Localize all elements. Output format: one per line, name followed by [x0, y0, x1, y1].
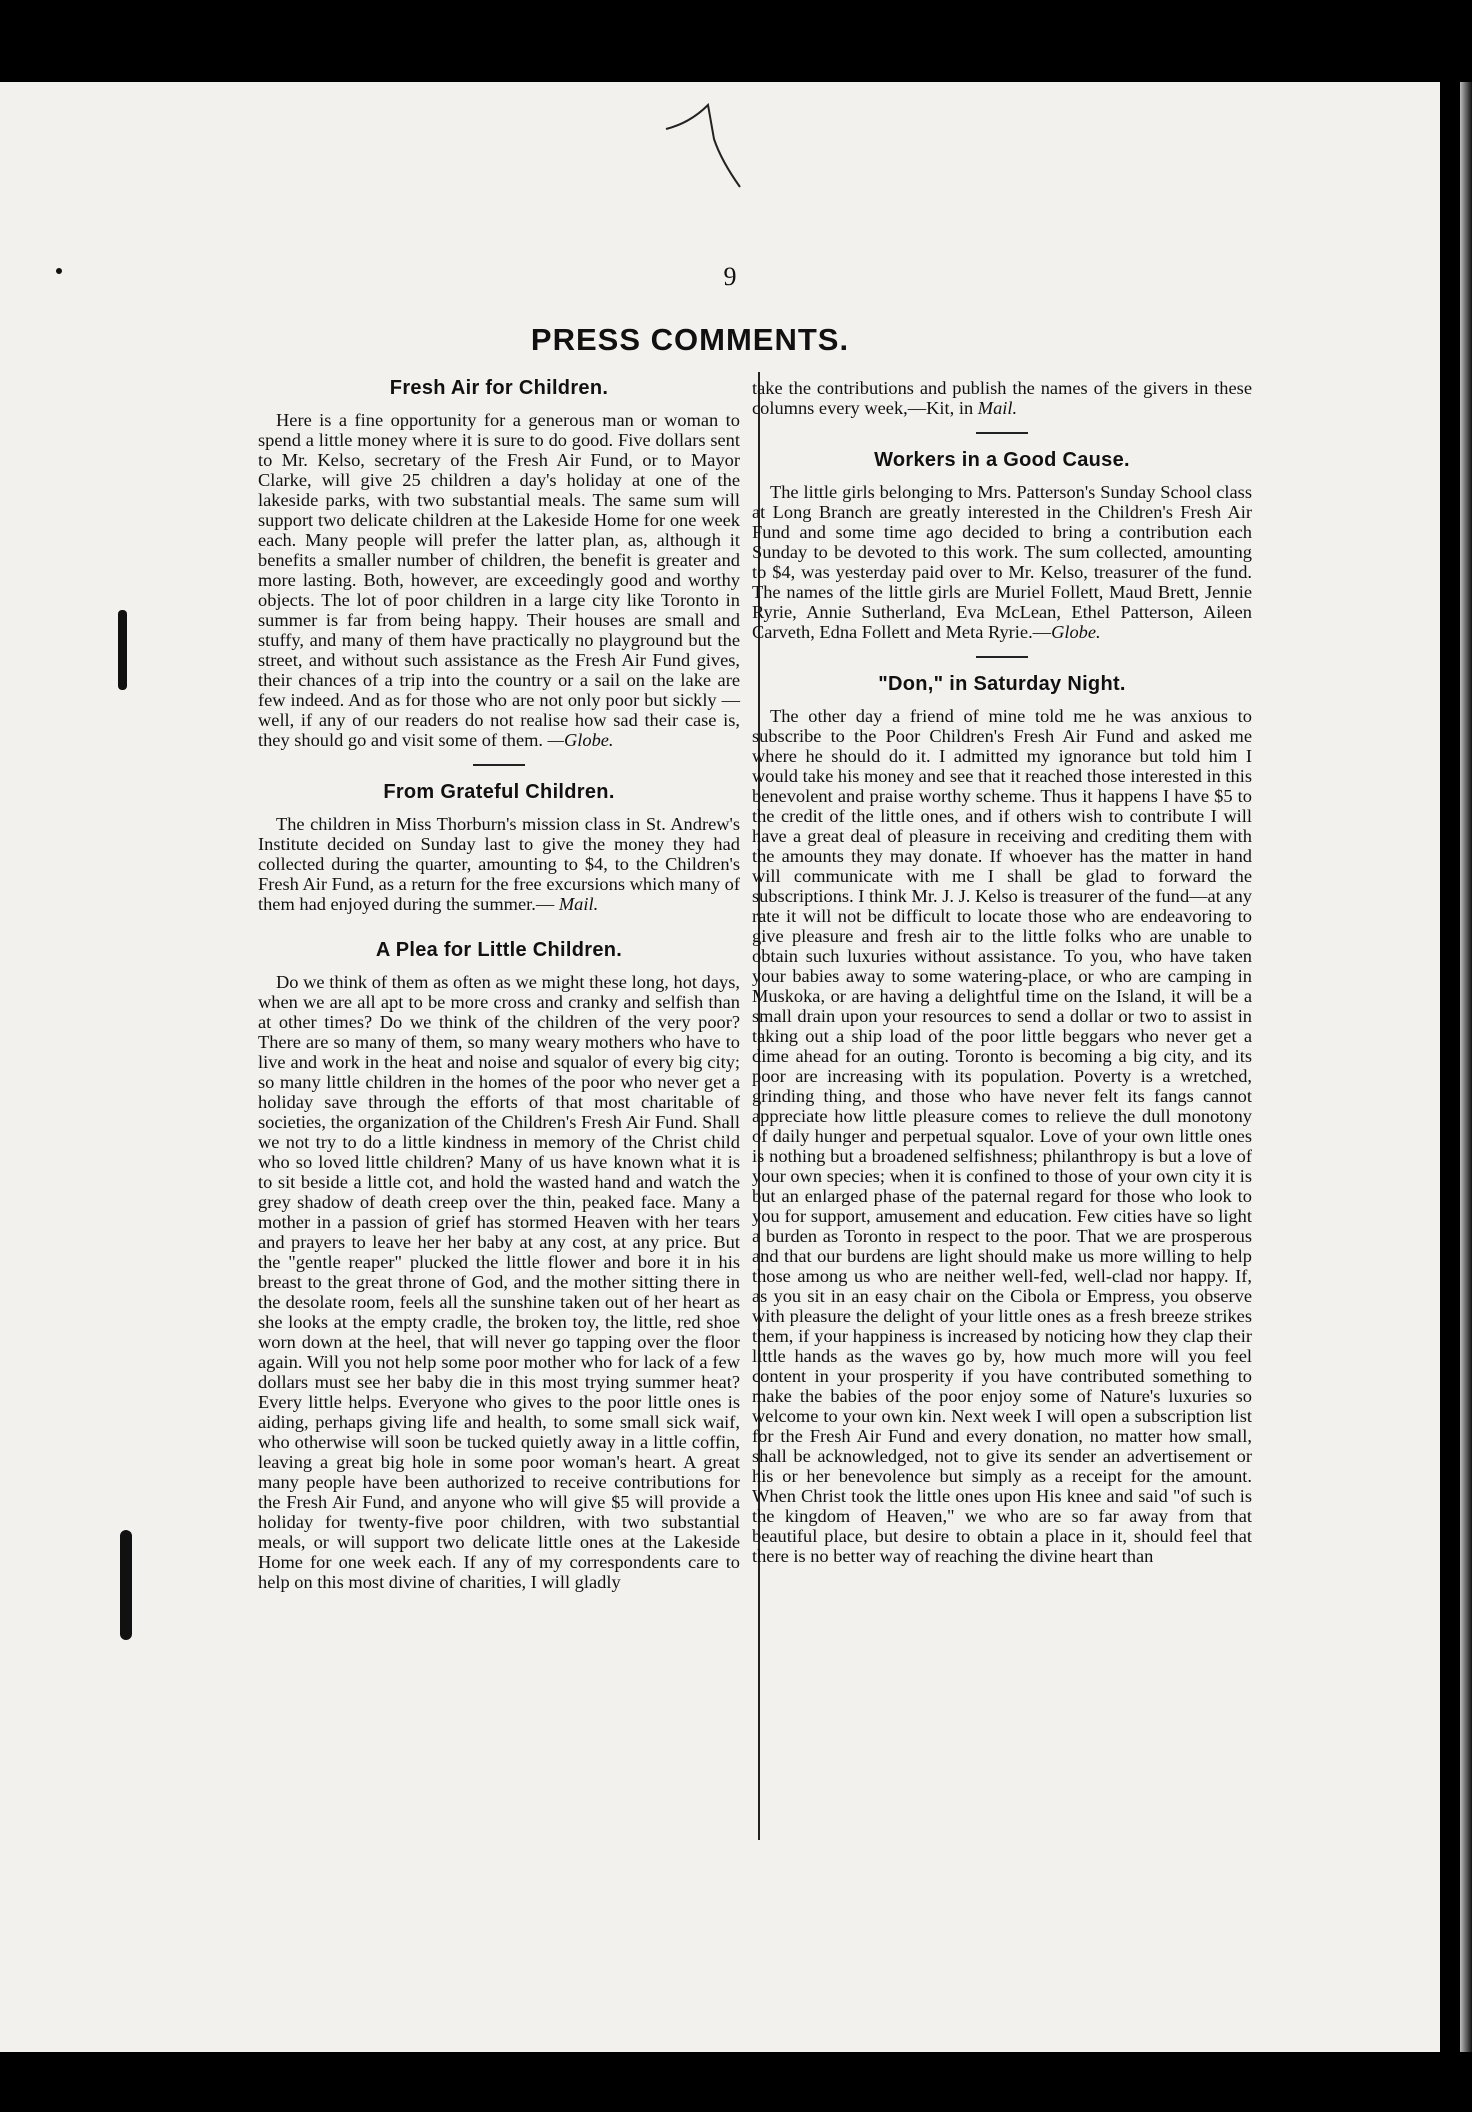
- article-fresh-air-for-children: [258, 378, 740, 750]
- page-shadow-edge: [1460, 82, 1472, 2052]
- article-source: Mail.: [977, 398, 1018, 418]
- article-body: The other day a friend of mine told me he was anxious to subscribe to the Poor Children's Fresh Air Fund and asked me where he should do it. I admitted my ignorance but told him I would take his money and see that it reached those interested in this benevolent and praise worthy scheme. Thus it happens I have $5 to the credit of the little ones, and if others wish to contribute I will have a great deal of pleasure in receiving and crediting them with the amounts they may donate. If whoever has the matter in hand will communicate with me I shall be glad to forward the subscriptions. I think Mr. J. J. Kelso is treasurer of the fund—at any rate it will not be difficult to locate those who are endeavoring to give pleasure and fresh air to the little folks who are unable to obtain such luxuries without assistance. To you, who have taken your babies away to some watering-place, or who are camping in Muskoka, or are having a delightful time on the Island, it will be a small drain upon your resources to send a dollar or two to assist in taking out a ship load of the poor little beggars who never get a dime ahead for an outing. Toronto is becoming a big city, and its poor are increasing with its population. Poverty is a wretched, grinding thing, and those who have never felt its fangs cannot appreciate how little pleasure comes to relieve the dull monotony of daily hunger and perpetual squalor. Love of your own little ones is nothing but a broadened selfishness; philanthropy is but a love of your own species; when it is confined to those of your own city it is but an enlarged phase of the paternal regard for those who look to you for support, amusement and education. Few cities have so light a burden as Toronto in respect to the poor. That we are prosperous and that our burdens are light should make us more willing to help those among us who are neither well-fed, well-clad nor happy. If, as you sit in an easy chair on the Cibola or Empress, you observe with pleasure the delight of your little ones as a fresh breeze strikes them, if your happiness is increased by noticing how they clap their little hands as the waves go by, how much more will you feel content in your prosperity if you have contributed something to make the babies of the poor enjoy some of Nature's luxuries so welcome to your own kin. Next week I will open a subscription list for the Fresh Air Fund and every donation, no matter how small, shall be acknowledged, not to give its sender an advertisement or his or her benevolence but simply as a receipt for the amount. When Christ took the little ones upon His knee and said "of such is the kingdom of Heaven," we who are so far away from that beautiful place, but desire to obtain a place in it, should feel that there is no better way of reaching the divine heart than: [752, 706, 1252, 1566]
- article-body: [258, 814, 740, 914]
- article-title: Workers in a Good Cause.: [874, 449, 1130, 471]
- section-divider: [976, 656, 1028, 658]
- article-source: —Globe.: [547, 730, 614, 750]
- right-column: [752, 378, 1252, 1566]
- page-title: PRESS COMMENTS.: [530, 322, 850, 357]
- article-workers-in-a-good-cause: [752, 450, 1252, 642]
- ink-blot: [120, 1530, 132, 1640]
- article-title: A Plea for Little Children.: [375, 939, 623, 961]
- left-column: [258, 378, 740, 1592]
- ink-blot: [118, 610, 127, 690]
- article-title: "Don," in Saturday Night.: [878, 673, 1126, 695]
- article-body: Do we think of them as often as we might these long, hot days, when we are all apt to be more cross and cranky and selfish than at other times? Do we think of the children of the very poor? There are so many of them, so many weary mothers who have to live and work in the heat and noise and squalor of every big city; so many little children in the homes of the poor who never get a holiday save through the efforts of that most charitable of societies, the organization of the Children's Fresh Air Fund. Shall we not try to do a little kindness in memory of the Christ child who so loved little children? Many of us have known what it is to sit beside a little cot, and hold the wasted hand and watch the grey shadow of death creep over the thin, peaked face. Many a mother in a passion of grief has stormed Heaven with her tears and prayers to leave her her baby at any cost, at any price. But the "gentle reaper" plucked the little flower and bore it in his breast to the great throne of God, and the mother sitting there in the desolate room, feels all the sunshine taken out of her heart as she looks at the empty cradle, the broken toy, the little, red shoe worn down at the heel, that will never go tapping over the floor again. Will you not help some poor mother who for lack of a few dollars must see her baby die in this most trying summer heat? Every little helps. Everyone who gives to the poor little ones is aiding, perhaps giving life and health, to some small sick waif, who otherwise will soon be tucked quietly away in a little coffin, leaving a great big hole in some poor woman's heart. A great many people have been authorized to receive contributions for the Fresh Air Fund, and anyone who will give $5 will provide a holiday for twenty-five poor children, with two substantial meals, or will support two delicate little ones at the Lakeside Home for one week each. If any of my correspondents care to help on this most divine of charities, I will gladly: [258, 972, 740, 1592]
- section-divider: [976, 432, 1028, 434]
- article-continuation: [752, 378, 1252, 418]
- pencil-mark-icon: [660, 95, 750, 195]
- article-a-plea-for-little-children: [258, 940, 740, 1592]
- page-number: 9: [723, 262, 737, 291]
- article-title: From Grateful Children.: [383, 781, 615, 803]
- article-body: [752, 482, 1252, 642]
- article-source: Mail.: [558, 894, 599, 914]
- ink-blot: [56, 268, 62, 274]
- article-from-grateful-children: [258, 782, 740, 914]
- article-body-text: The little girls belonging to Mrs. Patterson's Sunday School class at Long Branch are greatly interested in the Children's Fresh Air Fund and some time ago decided to bring a contribution each Sunday to be devoted to this work. The sum collected, amounting to $4, was yesterday paid over to Mr. Kelso, treasurer of the fund. The names of the little girls are Muriel Follett, Maud Brett, Jennie Ryrie, Annie Sutherland, Eva McLean, Ethel Patterson, Aileen Carveth, Edna Follett and Meta Ryrie.—: [752, 482, 1252, 642]
- section-divider: [473, 764, 525, 766]
- article-body: [258, 410, 740, 750]
- article-body-text: Here is a fine opportunity for a generous man or woman to spend a little money where it is sure to do good. Five dollars sent to Mr. Kelso, secretary of the Fresh Air Fund, or to Mayor Clarke, will give 25 children a day's holiday at one of the lakeside parks, with two substantial meals. The same sum will support two delicate children at the Lakeside Home for one week each. Many people will prefer the latter plan, as, although it benefits a smaller number of children, the benefit is greater and more lasting. Both, however, are exceedingly good and worthy objects. The lot of poor children in a large city like Toronto in summer is far from being happy. Their houses are small and stuffy, and many of them have practically no playground but the street, and without such assistance as the Fresh Air Fund gives, their chances of a trip into the country or a sail on the lake are few indeed. And as for those who are not only poor but sickly —well, if any of our readers do not realise how sad their case is, they should go and visit some of them.: [258, 410, 740, 750]
- article-don-in-saturday-night: [752, 674, 1252, 1566]
- article-title: Fresh Air for Children.: [389, 377, 609, 399]
- article-body-text: The children in Miss Thorburn's mission class in St. Andrew's Institute decided on Sunday last to give the money they had collected during the quarter, amounting to $4, to the Children's Fresh Air Fund, as a return for the free excursions which many of them had enjoyed during the summer.—: [258, 814, 740, 914]
- continuation-text: take the contributions and publish the names of the givers in these columns every week,—Kit, in: [752, 378, 1252, 418]
- article-source: Globe.: [1051, 622, 1101, 642]
